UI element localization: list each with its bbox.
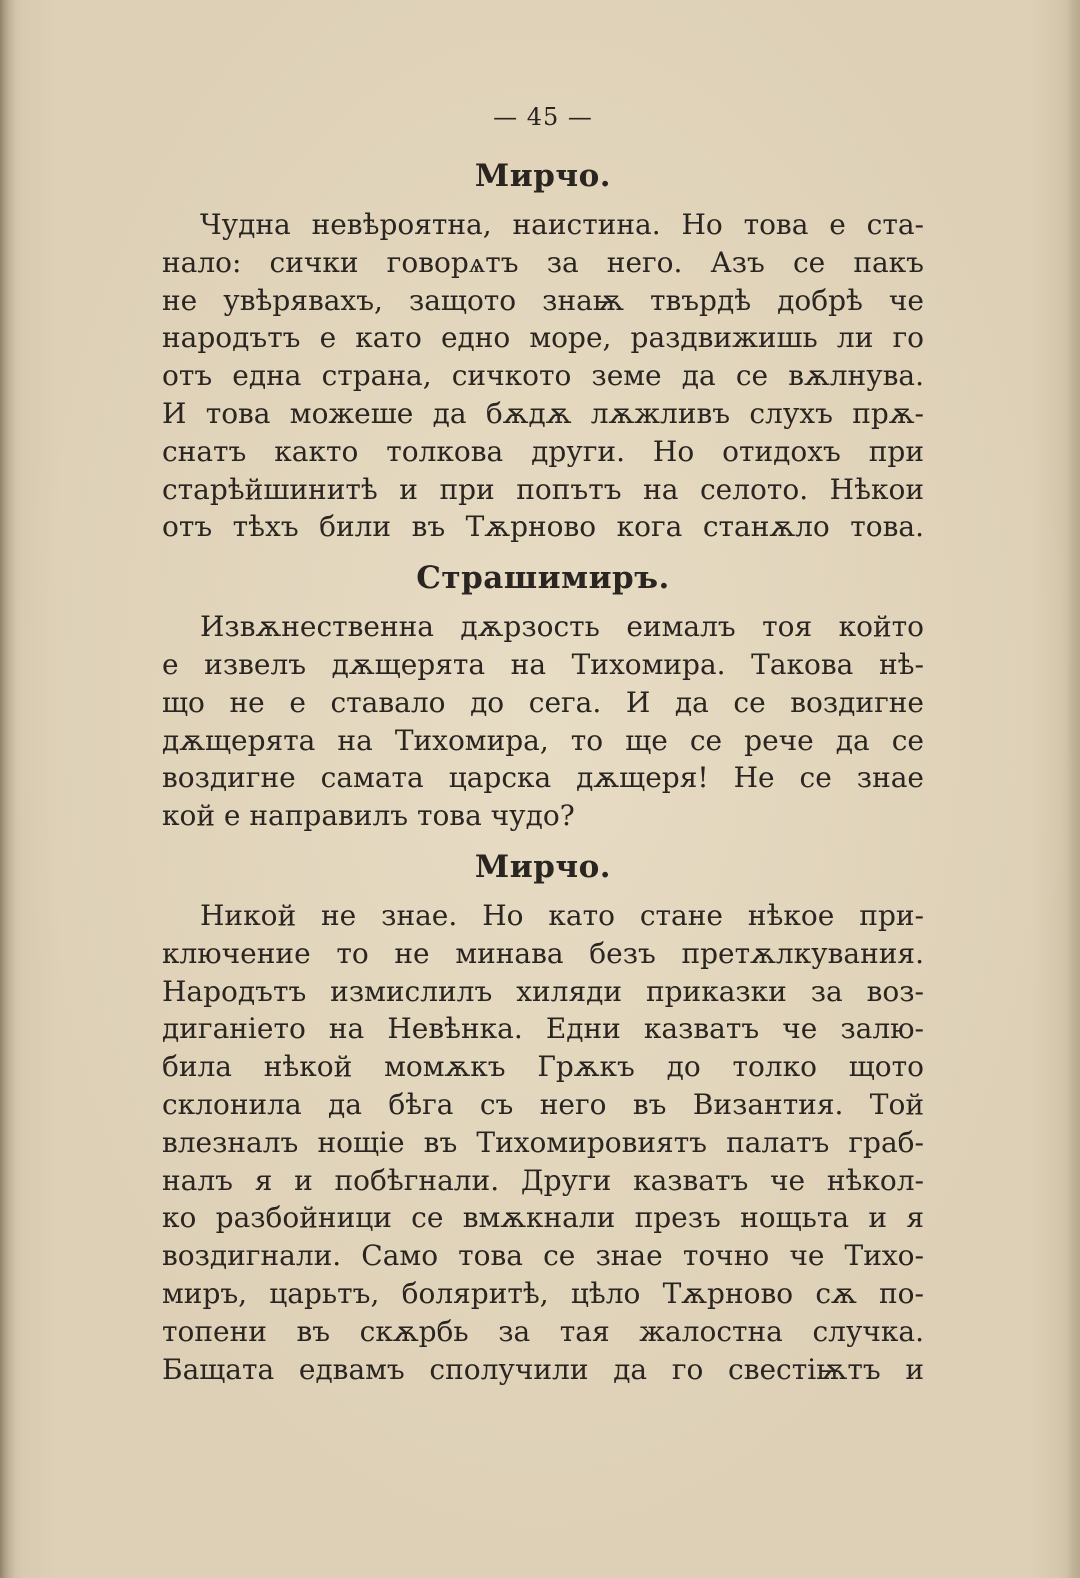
text-line: Бащата едвамъ сполучили да го свестіѭтъ и [162,1352,924,1386]
text-line: нало: сички говорѧтъ за него. Азъ се пакъ [162,245,924,279]
text-line: старѣйшинитѣ и при попътъ на селото. Нѣкои [162,472,924,506]
speaker-heading: Мирчо. [474,848,612,885]
text-line: топени въ скѫрбь за тая жалостна случка. [162,1314,924,1348]
text-line: И това можеше да бѫдѫ лѫжливъ слухъ прѫ- [162,396,924,430]
speaker-heading: Мирчо. [474,158,612,194]
text-line: Чудна невѣроятна, наистина. Но това е ста- [200,208,924,241]
text-line: ключение то не минава безъ претѫлкувания. [162,936,924,970]
text-line: воздигне самата царска дѫщеря! Не се знае [162,761,924,795]
text-line: налъ я и побѣгнали. Други казватъ че нѣкол- [162,1163,924,1197]
text-line: Народътъ измислилъ хиляди приказки за воз- [162,974,924,1008]
page-binding-edge [0,0,16,1578]
text-line: дѫщерята на Тихомира, то ще се рече да се [162,723,924,757]
text-line: кой е направилъ това чудо? [162,799,575,833]
text-line: Извѫнественна дѫрзость еималъ тоя който [200,610,924,644]
dialogue-paragraph [162,897,924,1388]
text-line: що не е ставало до сега. И да се воздигне [162,685,924,719]
text-line: влезналъ нощіе въ Тихомировиятъ палатъ граб- [162,1125,924,1159]
text-line: Никой не знае. Но като стане нѣкое при- [200,898,924,932]
text-line: е извелъ дѫщерята на Тихомира. Такова нѣ- [162,647,924,681]
speaker-heading: Страшимиръ. [416,560,670,597]
text-line: не увѣрявахъ, защото знаѭ твърдѣ добрѣ че [162,283,924,317]
text-line: отъ една страна, сичкото земе да се вѫлнува. [162,359,924,393]
text-line: склонила да бѣга съ него въ Византия. Той [162,1087,924,1121]
text-line: миръ, царьтъ, боляритѣ, цѣло Тѫрново сѫ по- [162,1276,924,1310]
text-line: воздигнали. Само това се знае точно че Тихо- [162,1239,924,1273]
text-line: диганіето на Невѣнка. Едни казватъ че залю- [162,1012,924,1046]
text-line: снатъ както толкова други. Но отидохъ при [162,434,924,468]
text-line: народътъ е като едно море, раздвижишь ли го [162,321,924,355]
text-line: била нѣкой момѫкъ Грѫкъ до толко щото [162,1050,924,1084]
dialogue-paragraph [162,608,924,835]
page-outer-edge [1066,0,1080,1578]
dialogue-paragraph [162,206,924,546]
page-number: — 45 — [493,103,593,131]
text-line: ко разбойници се вмѫкнали презъ нощьта и я [162,1201,924,1235]
ink-smudge-mark [470,1418,580,1478]
text-line: отъ тѣхъ били въ Тѫрново кога станѫло това. [162,510,924,544]
page-text-block [162,100,924,1388]
